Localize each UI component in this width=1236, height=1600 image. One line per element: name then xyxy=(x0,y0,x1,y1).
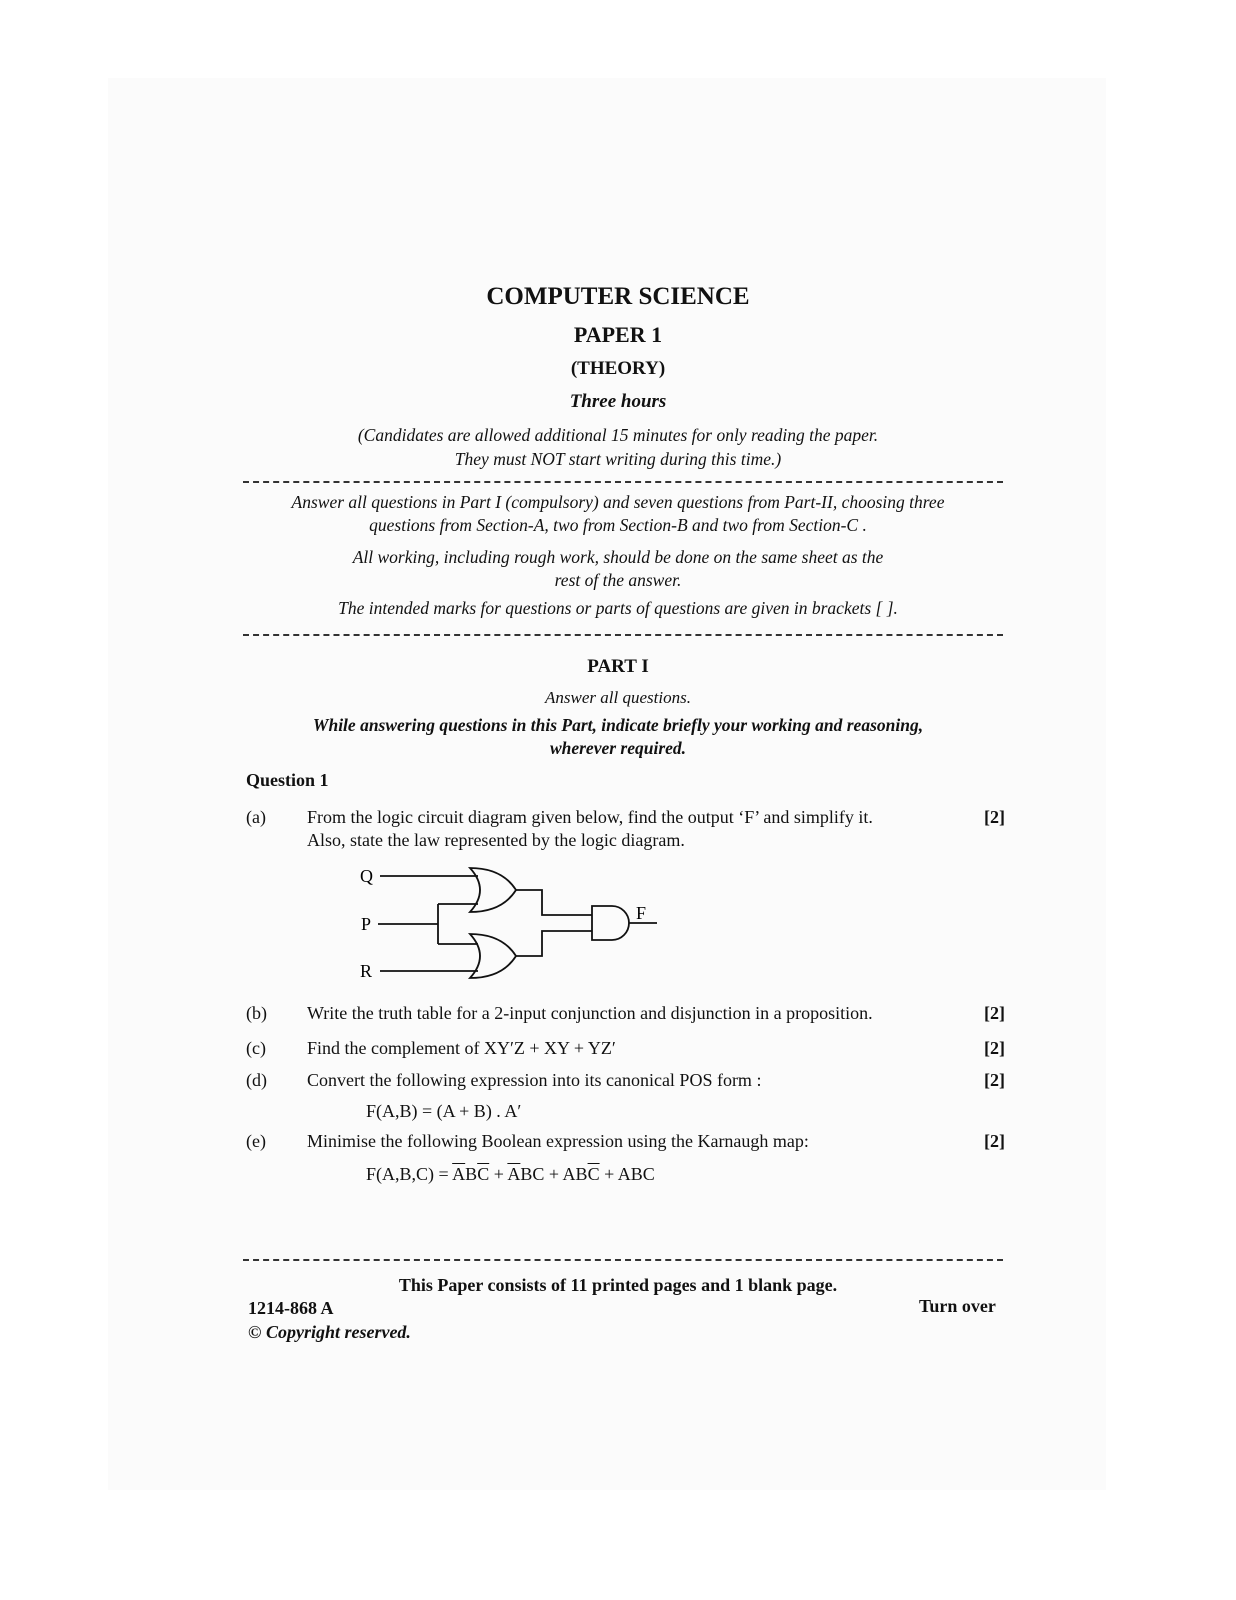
copyright: © Copyright reserved. xyxy=(248,1322,411,1342)
item-e-label: (e) xyxy=(246,1131,266,1151)
instruction-line-1: Answer all questions in Part I (compulsory) and seven questions from Part-II, choosing three xyxy=(291,492,945,512)
item-e-formula: $F(A,B,C) = \overline{A}B\overline{C} + \overline{A}BC + AB\overline{C}$ + ABC xyxy=(366,1164,655,1184)
wire-or2-out xyxy=(516,931,592,956)
item-c-text: Find the complement of XY′Z + XY + YZ′ xyxy=(307,1038,616,1058)
duration: Three hours xyxy=(569,391,667,412)
paper-type: (THEORY) xyxy=(570,358,666,379)
subject-title: COMPUTER SCIENCE xyxy=(486,283,750,310)
part-note-line-1: While answering questions in this Part, indicate briefly your working and reasoning, xyxy=(312,715,924,735)
item-b-marks: [2] xyxy=(984,1003,1005,1023)
pages-note: This Paper consists of 11 printed pages and 1 blank page. xyxy=(398,1275,838,1295)
instruction-line-2: questions from Section-A, two from Section-B and two from Section-C . xyxy=(369,515,867,535)
label-q: Q xyxy=(360,866,373,886)
instruction-line-4: rest of the answer. xyxy=(554,570,682,590)
turn-over: Turn over xyxy=(919,1296,996,1316)
item-c-label: (c) xyxy=(246,1038,266,1058)
label-f: F xyxy=(636,903,647,923)
paper-code: 1214-868 A xyxy=(248,1298,334,1318)
label-p: P xyxy=(361,914,372,934)
item-e-marks: [2] xyxy=(984,1131,1005,1151)
wire-or1-out xyxy=(516,890,592,915)
logic-circuit-diagram xyxy=(350,858,670,988)
question-label: Question 1 xyxy=(246,770,329,790)
instruction-line-3: All working, including rough work, should be done on the same sheet as the xyxy=(352,547,884,567)
item-c-marks: [2] xyxy=(984,1038,1005,1058)
item-d-formula: F(A,B) = (A + B) . A′ xyxy=(366,1101,522,1121)
divider-bottom xyxy=(243,1259,1003,1261)
item-a-line-2: Also, state the law represented by the logic diagram. xyxy=(307,830,685,850)
or-gate-1 xyxy=(470,868,516,912)
reading-note-line-1: (Candidates are allowed additional 15 minutes for only reading the paper. xyxy=(357,425,879,445)
reading-note-line-2: They must NOT start writing during this time.) xyxy=(454,449,782,469)
item-d-marks: [2] xyxy=(984,1070,1005,1090)
and-gate xyxy=(592,906,629,940)
label-r: R xyxy=(360,961,373,981)
item-e-text: Minimise the following Boolean expression using the Karnaugh map: xyxy=(307,1131,809,1151)
paper-number: PAPER 1 xyxy=(573,322,663,347)
item-e-formula-lhs: F(A,B,C) = xyxy=(366,1164,453,1184)
part-title: PART I xyxy=(587,656,649,677)
part-subtitle: Answer all questions. xyxy=(545,688,691,707)
part-note-line-2: wherever required. xyxy=(549,738,687,758)
item-a-label: (a) xyxy=(246,807,266,827)
item-a-line-1: From the logic circuit diagram given below, find the output ‘F’ and simplify it. xyxy=(307,807,873,827)
item-b-label: (b) xyxy=(246,1003,267,1023)
item-d-label: (d) xyxy=(246,1070,267,1090)
item-a-marks: [2] xyxy=(984,807,1005,827)
item-b-text: Write the truth table for a 2-input conjunction and disjunction in a proposition. xyxy=(307,1003,873,1023)
item-d-text: Convert the following expression into its canonical POS form : xyxy=(307,1070,762,1090)
divider-middle xyxy=(243,634,1003,636)
divider-top xyxy=(243,481,1003,483)
instruction-line-5: The intended marks for questions or parts of questions are given in brackets [ ]. xyxy=(338,598,898,618)
